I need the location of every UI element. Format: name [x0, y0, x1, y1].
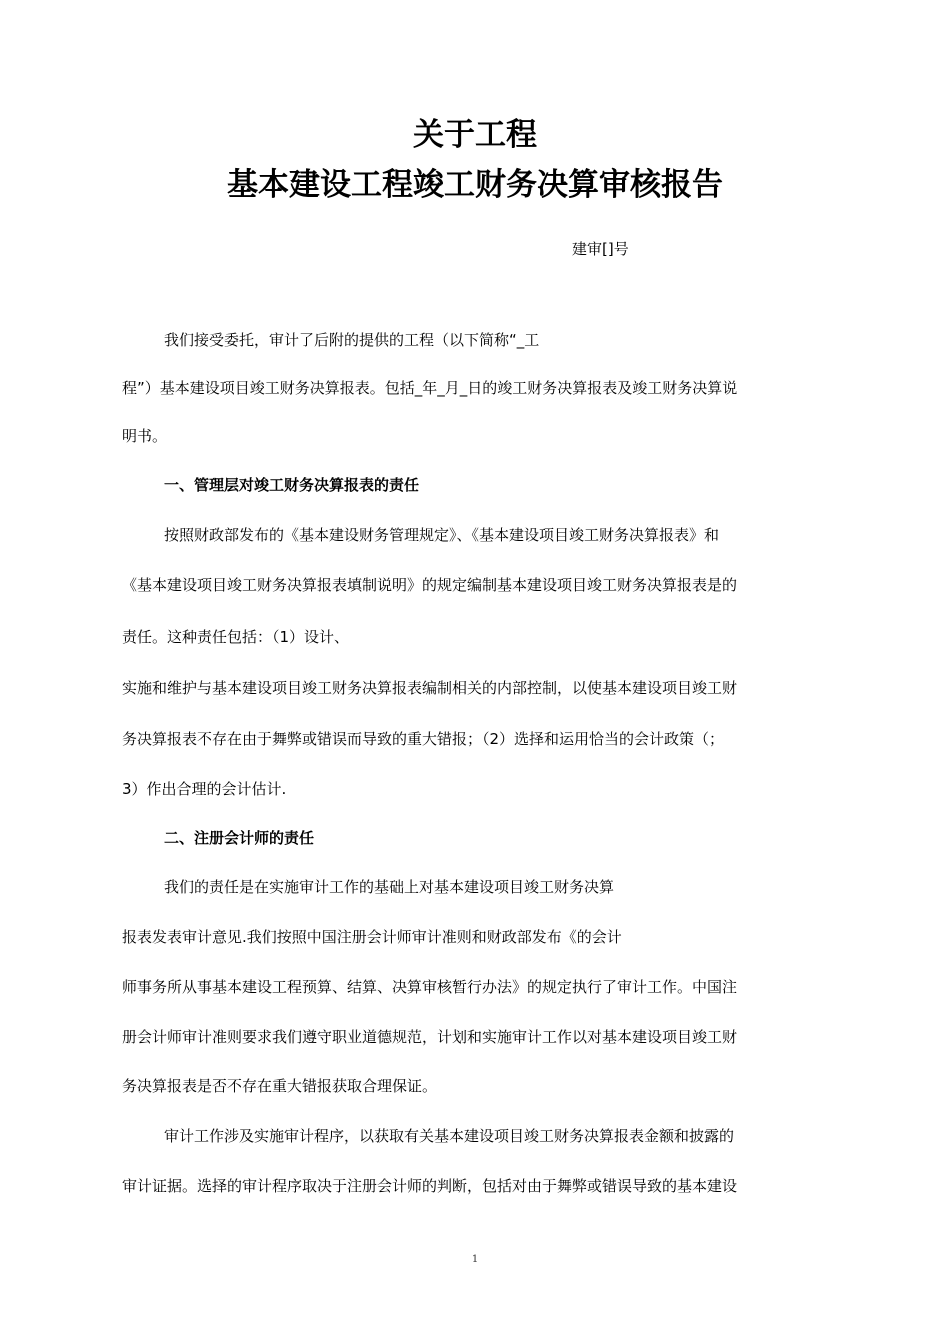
body-line: 按照财政部发布的《基本建设财务管理规定》、《基本建设项目竣工财务决算报表》和 — [164, 526, 720, 544]
document-title-line-2: 基本建设工程竣工财务决算审核报告 — [227, 167, 723, 203]
body-line: 审计工作涉及实施审计程序，以获取有关基本建设项目竣工财务决算报表金额和披露的 — [164, 1127, 735, 1145]
body-line: 务决算报表不存在由于舞弊或错误而导致的重大错报；（2）选择和运用恰当的会计政策（； — [122, 730, 725, 748]
document-title-line-1: 关于工程 — [413, 117, 537, 153]
body-line: 审计证据。选择的审计程序取决于注册会计师的判断，包括对由于舞弊或错误导致的基本建设 — [122, 1177, 738, 1195]
page-number: 1 — [471, 1254, 479, 1265]
body-line: 我们的责任是在实施审计工作的基础上对基本建设项目竣工财务决算 — [164, 878, 615, 896]
body-line: 《基本建设项目竣工财务决算报表填制说明》的规定编制基本建设项目竣工财务决算报表是的 — [122, 576, 738, 594]
section-heading: 二、注册会计师的责任 — [164, 829, 315, 847]
body-line: 报表发表审计意见.我们按照中国注册会计师审计准则和财政部发布《的会计 — [122, 928, 622, 946]
body-line: 册会计师审计准则要求我们遵守职业道德规范，计划和实施审计工作以对基本建设项目竣工财 — [122, 1028, 738, 1046]
body-line: 实施和维护与基本建设项目竣工财务决算报表编制相关的内部控制，以使基本建设项目竣工财 — [122, 679, 738, 697]
document-number: 建审[]号 — [572, 240, 629, 258]
body-line: 我们接受委托，审计了后附的提供的工程（以下简称“_工 — [164, 331, 540, 349]
body-line: 明书。 — [122, 427, 168, 445]
body-line: 师事务所从事基本建设工程预算、结算、决算审核暂行办法》的规定执行了审计工作。中国注 — [122, 978, 738, 996]
body-line: 3）作出合理的会计估计. — [122, 780, 287, 798]
body-line: 责任。这种责任包括：（1）设计、 — [122, 628, 350, 646]
body-line: 程”）基本建设项目竣工财务决算报表。包括_年_月_日的竣工财务决算报表及竣工财务决算说 — [122, 379, 738, 397]
section-heading: 一、管理层对竣工财务决算报表的责任 — [164, 476, 420, 494]
body-line: 务决算报表是否不存在重大错报获取合理保证。 — [122, 1077, 438, 1095]
